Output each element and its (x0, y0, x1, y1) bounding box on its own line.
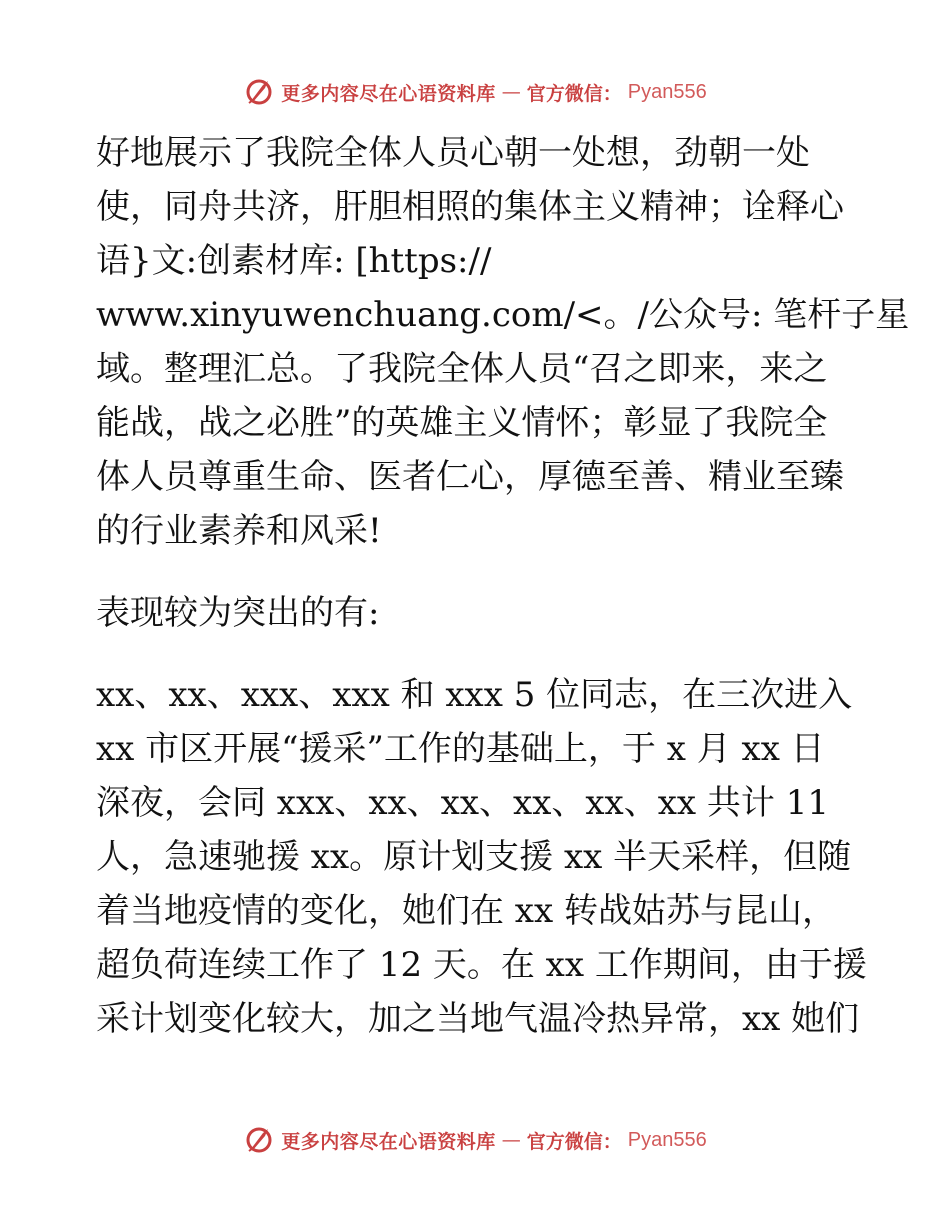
text-line: xx、xx、xxx、xxx 和 xxx 5 位同志，在三次进入 (96, 675, 853, 715)
header-wechat-id: Pyan556 (627, 80, 707, 103)
footer-wechat-label: 官方微信： (526, 1130, 622, 1153)
paragraph-3 (96, 668, 866, 1046)
footer-separator: — (501, 1129, 521, 1151)
text-line: 的行业素养和风采! (96, 511, 382, 551)
header-wechat-label: 官方微信： (526, 82, 622, 105)
text-line: 使，同舟共济，肝胆相照的集体主义精神；诠释心 (96, 187, 844, 227)
header-slogan: 更多内容尽在心语资料库 (281, 82, 496, 105)
footer-banner (0, 1120, 950, 1160)
header-separator: — (501, 81, 521, 103)
document-body (96, 126, 910, 1046)
text-line: 好地展示了我院全体人员心朝一处想，劲朝一处 (96, 133, 810, 173)
text-line: 体人员尊重生命、医者仁心，厚德至善、精业至臻 (96, 457, 844, 497)
text-line: 着当地疫情的变化，她们在 xx 转战姑苏与昆山， (96, 891, 836, 931)
text-line: 深夜，会同 xxx、xx、xx、xx、xx、xx 共计 11 (96, 783, 829, 823)
text-line: 域。整理汇总。了我院全体人员“召之即来，来之 (96, 349, 828, 389)
text-line: 语}文:创素材库: [https:// (96, 241, 492, 281)
footer-wechat-id: Pyan556 (627, 1128, 707, 1151)
text-line: 表现较为突出的有: (96, 593, 380, 633)
text-line: www.xinyuwenchuang.com/<。/公众号: 笔杆子星 (96, 295, 910, 335)
text-line: 人，急速驰援 xx。原计划支援 xx 半天采样，但随 (96, 837, 852, 877)
text-line: 超负荷连续工作了 12 天。在 xx 工作期间，由于援 (96, 945, 867, 985)
quill-logo-icon (243, 76, 275, 108)
paragraph-2 (96, 586, 866, 640)
header-banner (0, 72, 950, 112)
text-line: 采计划变化较大，加之当地气温冷热异常，xx 她们 (96, 999, 860, 1039)
text-line: 能战，战之必胜”的英雄主义情怀；彰显了我院全 (96, 403, 828, 443)
quill-logo-icon (243, 1124, 275, 1156)
text-line: xx 市区开展“援采”工作的基础上，于 x 月 xx 日 (96, 729, 825, 769)
paragraph-1 (96, 126, 910, 558)
footer-slogan: 更多内容尽在心语资料库 (281, 1130, 496, 1153)
